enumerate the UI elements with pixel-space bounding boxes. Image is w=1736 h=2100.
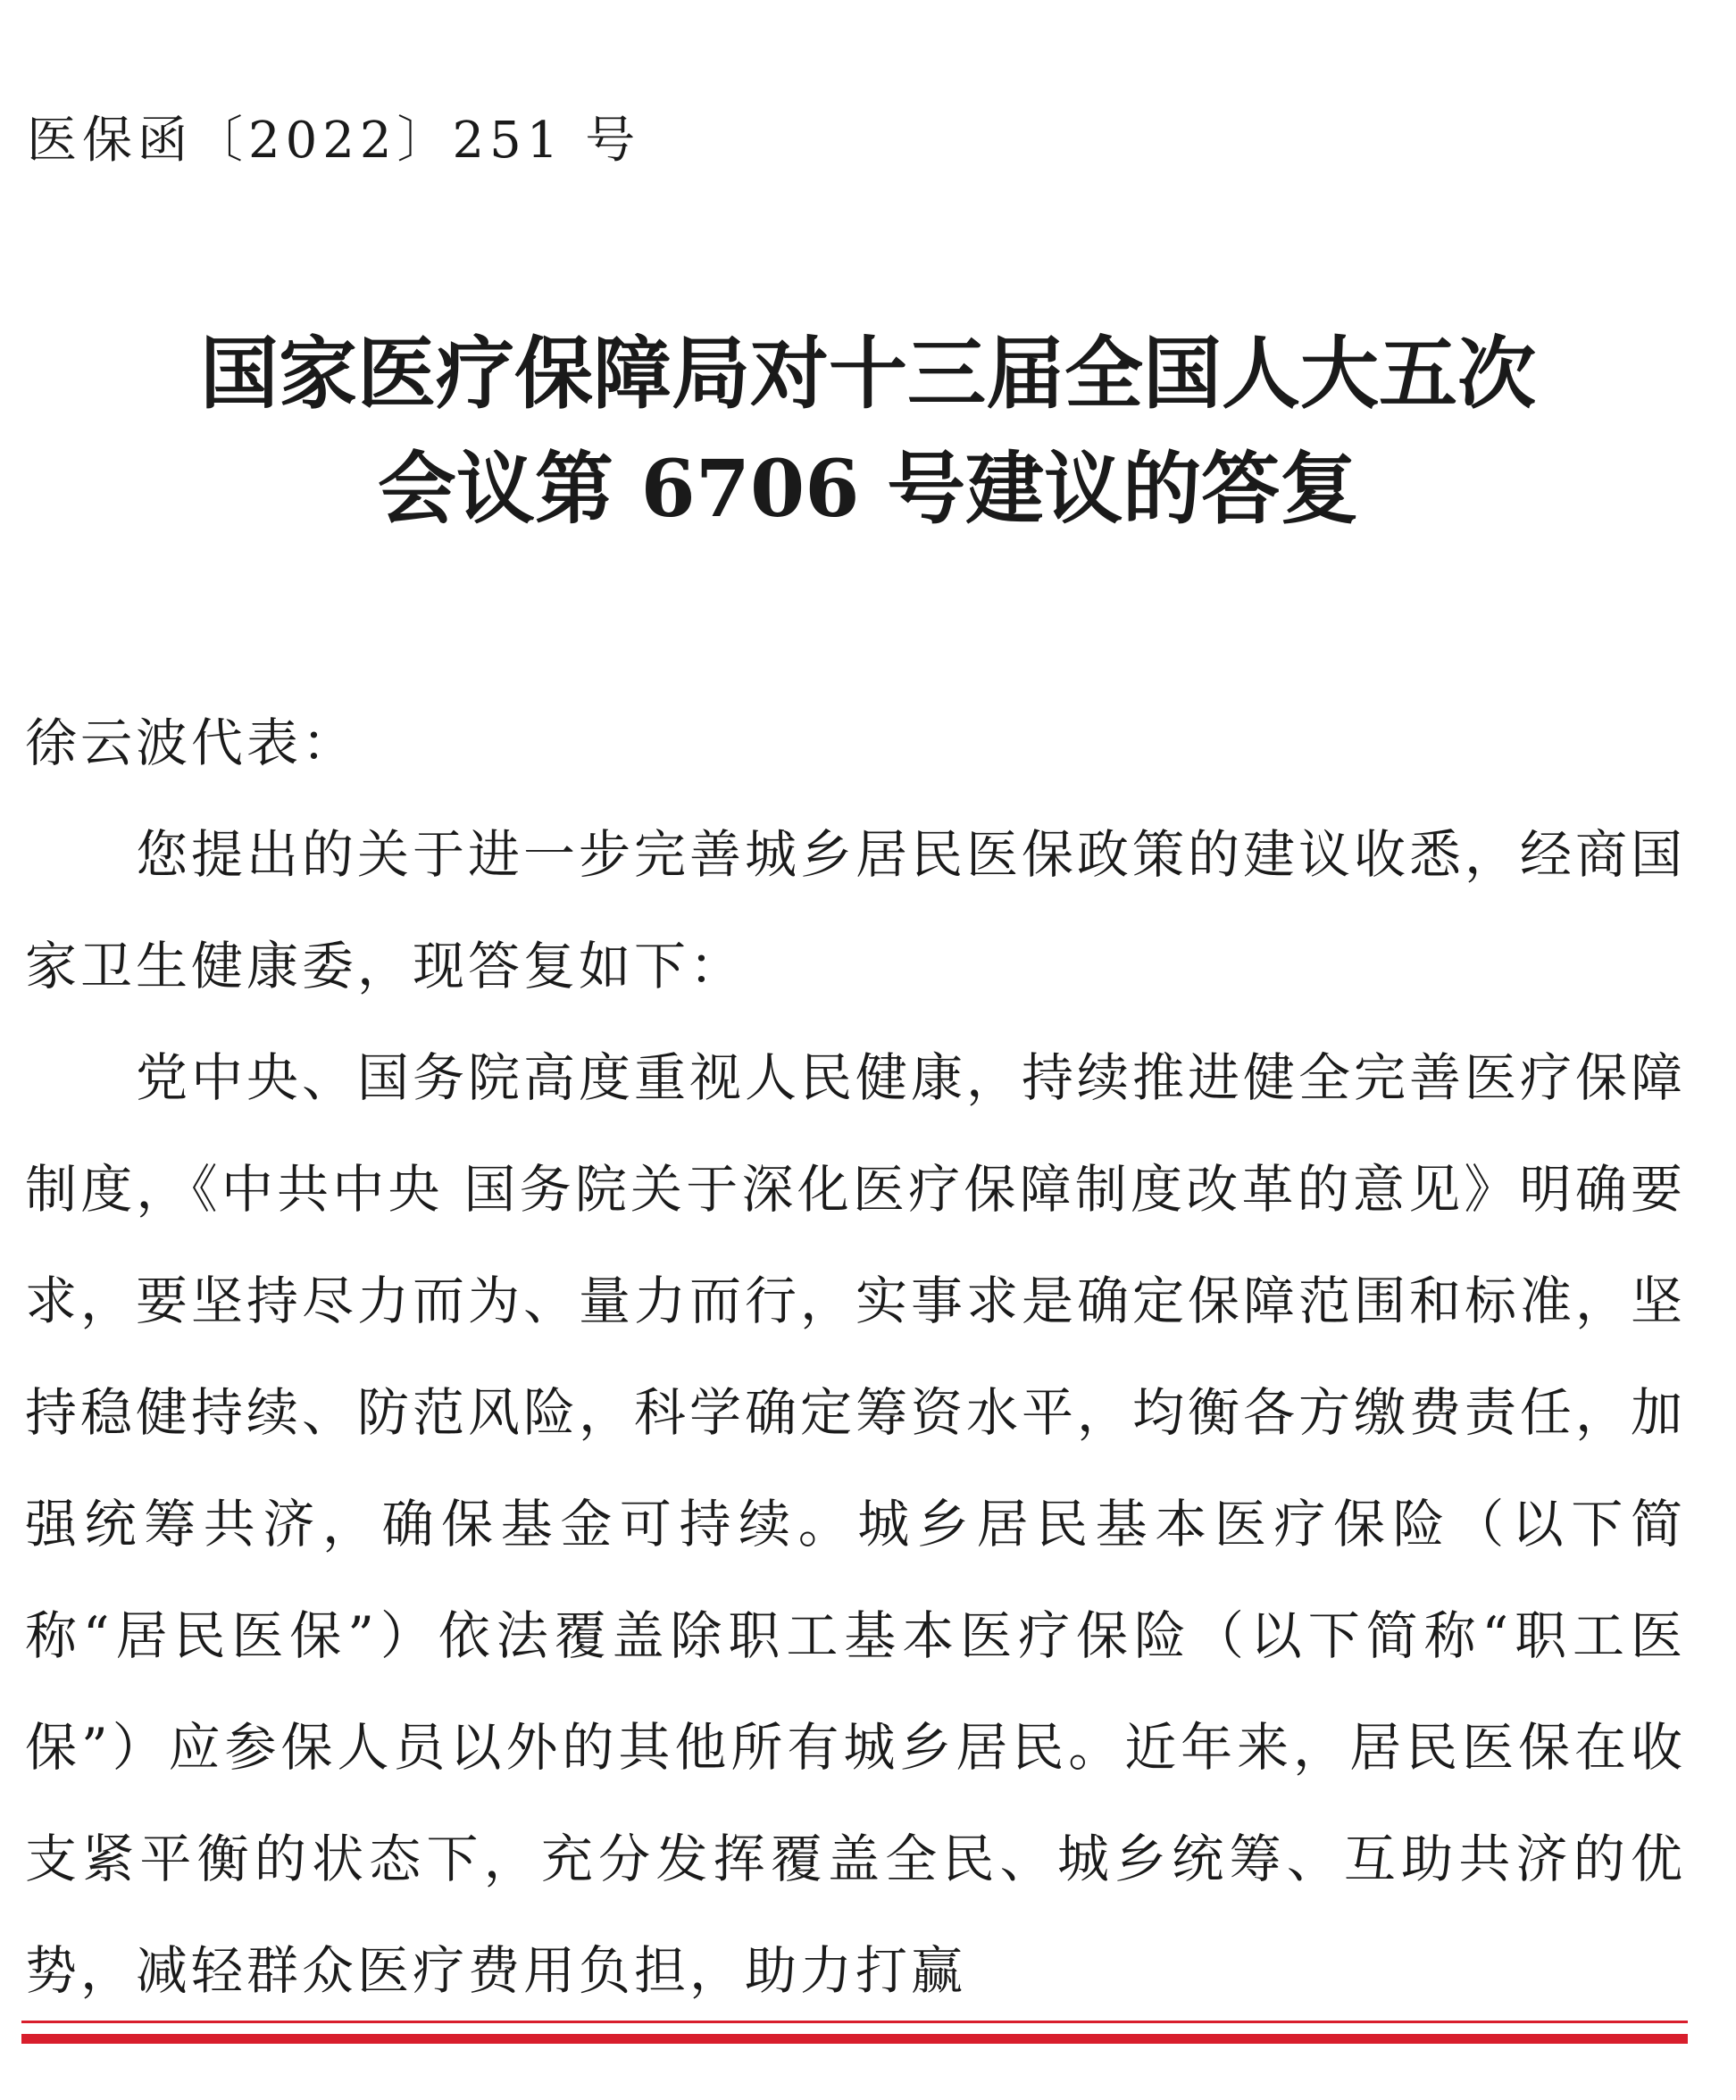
document-title-line-2: 会议第 6706 号建议的答复 bbox=[377, 442, 1359, 535]
footer-red-rule-thick bbox=[21, 2034, 1688, 2044]
document-body bbox=[25, 688, 1686, 2027]
document-title-line-1: 国家医疗保障局对十三届全国人大五次 bbox=[199, 327, 1536, 420]
paragraph-2: 党中央、国务院高度重视人民健康，持续推进健全完善医疗保障制度，《中共中央 国务院关于深化医疗保障制度改革的意见》明确要求，要坚持尽力而为、量力而行，实事求是确定保障范围和标准，坚持稳健持续、防范风险，科学确定筹资水平，均衡各方缴费责任，加强统筹共济，确保基金可持续。城乡居民基本医疗保险（以下简称“居民医保”）依法覆盖除职工基本医疗保险（以下简称“职工医保”）应参保人员以外的其他所有城乡居民。近年来，居民医保在收支紧平衡的状态下，充分发挥覆盖全民、城乡统筹、互助共济的优势，减轻群众医疗费用负担，助力打赢 bbox=[25, 1047, 1687, 2001]
document-number: 医保函〔2022〕251 号 bbox=[27, 112, 641, 170]
salutation: 徐云波代表： bbox=[25, 712, 358, 773]
footer-red-rule-thin bbox=[21, 2021, 1688, 2023]
paragraph-1: 您提出的关于进一步完善城乡居民医保政策的建议收悉，经商国家卫生健康委，现答复如下： bbox=[25, 824, 1687, 996]
